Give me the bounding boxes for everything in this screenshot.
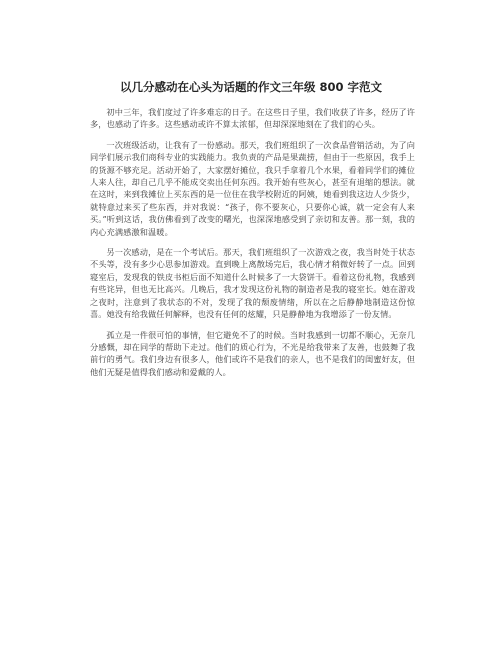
paragraph-3: 另一次感动，是在一个考试后。那天，我们班组织了一次游戏之夜，我当时处于状态不头等，没有多少心思参加游戏。直到晚上离散场完后，我心情才稍微好转了一点。回到寝室后，发现我的铁皮书柜后面不知道什么时候多了一大袋饼干。看着这份礼物，我感到有些诧异，但也无比高兴。几晚后，我才发现这份礼物的制造者是我的寝室长。她在游戏之夜时，注意到了我状态的不对，发现了我的颓废情绪，所以在之后静静地制造这份惊喜。她没有给我做任何解释，也没有任何的炫耀，只是静静地为我增添了一份友情。 [90,247,415,320]
paragraph-4: 孤立是一件很可怕的事情，但它避免不了的时候。当时我感到一切都不顺心，无奈几分感慨，却在同学的帮助下走过。他们的质心行为，不光是给我带来了友善，也鼓舞了我前行的勇气。我们身边有很多人，他们或许不是我们的亲人，也不是我们的闺蜜好友，但他们无疑是值得我们感动和爱戴的人。 [90,329,415,377]
paragraph-2: 一次班级活动，让我有了一份感动。那天，我们班组织了一次食品营销活动，为了向同学们展示我们商科专业的实践能力。我负责的产品是果蔬捞，但由于一些原因，我手上的货源不够充足。活动开始了，大家摆好摊位，我只手拿着几个水果，看着同学们的摊位人来人往，却自己几乎不能成交卖出任何东西。我开始有些灰心，甚至有退缩的想法。就在这时，来到我摊位上买东西的是一位住在我学校附近的阿姨，她看到我这边人少货少，就特意过来买了些东西，并对我说：“孩子，你不要灰心，只要你心诚，就一定会有人来买。”听到这话，我仿佛看到了改变的曙光，也深深地感受到了亲切和友善。那一刻，我的内心充满感激和温暖。 [90,139,415,237]
document-title: 以几分感动在心头为话题的作文三年级 800 字范文 [119,80,382,94]
document-body [90,106,415,386]
paragraph-1: 初中三年，我们度过了许多难忘的日子。在这些日子里，我们收获了许多，经历了许多，也感动了许多。这些感动或许不算太浓郁，但却深深地刻在了我们的心头。 [90,107,415,130]
